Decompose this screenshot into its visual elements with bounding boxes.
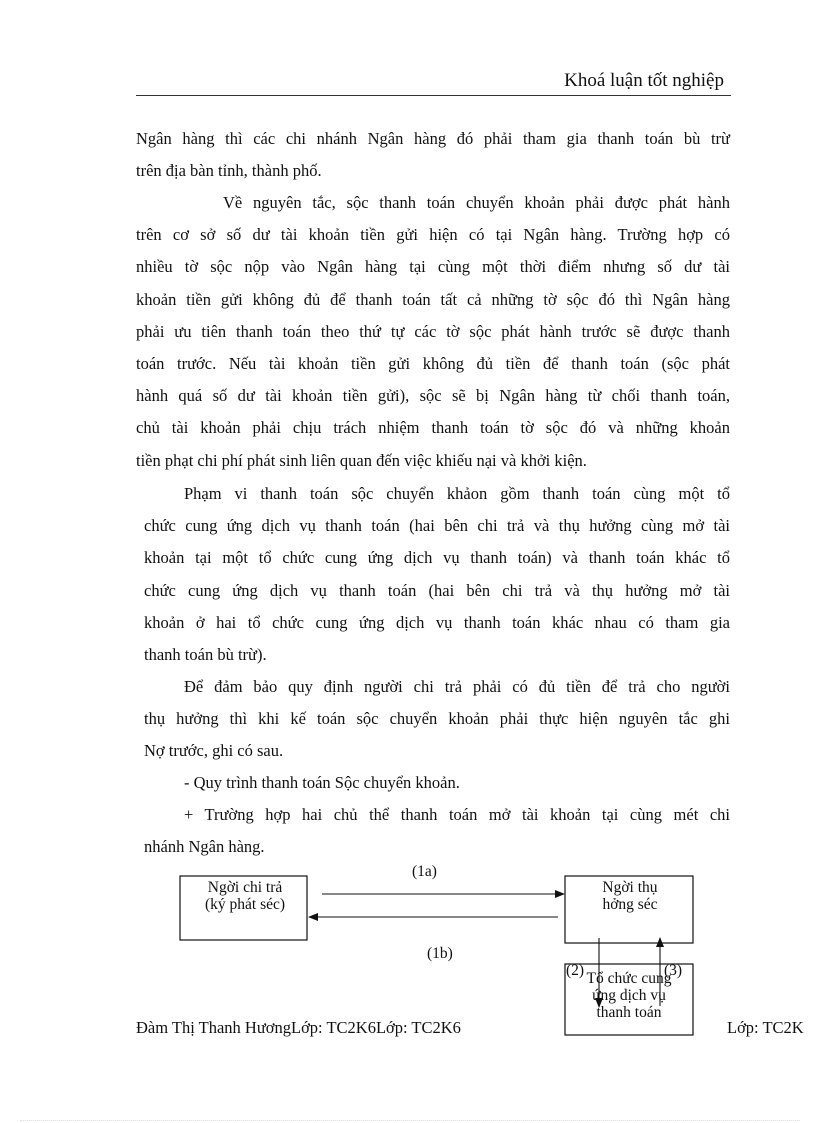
organization-label-line: ứng dịch vụ: [592, 987, 666, 1004]
text-line: hành quá số dư tài khoản tiền gửi), sộc sẽ bị Ngân hàng từ chối thanh toán,: [136, 386, 730, 406]
arrow-label-3: (3): [664, 962, 683, 979]
arrow-label-1b: (1b): [427, 945, 453, 962]
text-line: + Trường hợp hai chủ thể thanh toán mở tài khoản tại cùng mét chi: [184, 805, 730, 824]
text-line: Về nguyên tắc, sộc thanh toán chuyển khoản phải được phát hành: [223, 193, 730, 212]
footer-author-class: Đàm Thị Thanh HươngLớp: TC2K6Lớp: TC2K6: [136, 1018, 461, 1037]
text-line: trên cơ sở số dư tài khoản tiền gửi hiện có tại Ngân hàng. Trường hợp có: [136, 225, 730, 245]
organization-label-line: thanh toán: [596, 1004, 662, 1021]
page-header-title: Khoá luận tốt nghiệp: [564, 70, 724, 91]
payee-label: [575, 879, 685, 913]
text-line: nhánh Ngân hàng.: [144, 837, 265, 857]
page-bottom-divider: [20, 1120, 800, 1121]
text-line: chức cung ứng dịch vụ thanh toán (hai bên chi trả và thụ hưởng cùng mở tài: [144, 516, 730, 536]
text-line: Để đảm bảo quy định người chi trả phải có đủ tiền để trả cho người: [184, 677, 730, 696]
text-line: khoản ở hai tổ chức cung ứng dịch vụ thanh toán khác nhau có tham gia: [144, 612, 730, 632]
text-line: phải ưu tiên thanh toán theo thứ tự các tờ sộc phát hành trước sẽ được thanh: [136, 321, 730, 341]
payer-label-line: (ký phát séc): [204, 896, 286, 913]
text-line: Nợ trước, ghi có sau.: [144, 741, 284, 761]
text-line: khoản tại một tổ chức cung ứng dịch vụ thanh toán) và thanh toán khác tổ: [144, 548, 730, 568]
payer-label-line: Ngời chi trả: [207, 879, 283, 896]
text-line: khoản tiền gửi không đủ để thanh toán tất cả những tờ sộc đó thì Ngân hàng: [136, 289, 730, 309]
organization-label-line: Tổ chức cung: [586, 970, 672, 987]
text-line: toán trước. Nếu tài khoản tiền gửi không đủ tiền để thanh toán (sộc phát: [136, 354, 730, 374]
payee-label-line: hởng séc: [602, 896, 658, 913]
text-line: chủ tài khoản phải chịu trách nhiệm thanh toán tờ sộc đó và những khoản: [136, 418, 730, 438]
text-line: trên địa bàn tỉnh, thành phố.: [136, 161, 322, 181]
text-line: - Quy trình thanh toán Sộc chuyển khoản.: [184, 773, 460, 792]
text-line: Phạm vi thanh toán sộc chuyển khảon gồm thanh toán cùng một tổ: [184, 484, 730, 503]
text-line: thanh toán bù trừ).: [144, 645, 267, 665]
arrow-label-1a: (1a): [412, 863, 437, 880]
payee-label-line: Ngời thụ: [602, 879, 658, 896]
arrow-label-2: (2): [566, 962, 585, 979]
text-line: tiền phạt chi phí phát sinh liên quan đến việc khiếu nại và khởi kiện.: [136, 450, 587, 470]
text-line: thụ hưởng thì khi kế toán sộc chuyển khoản phải thực hiện nguyên tắc ghi: [144, 709, 730, 729]
payer-label: [190, 879, 300, 913]
text-line: Ngân hàng thì các chi nhánh Ngân hàng đó phải tham gia thanh toán bù trừ: [136, 129, 730, 148]
text-line: chức cung ứng dịch vụ thanh toán (hai bên chi trả và thụ hưởng mở tài: [144, 580, 730, 600]
text-line: nhiều tờ sộc nộp vào Ngân hàng tại cùng một thời điểm nhưng số dư tài: [136, 257, 730, 277]
footer-class-right: Lớp: TC2K: [727, 1018, 804, 1037]
